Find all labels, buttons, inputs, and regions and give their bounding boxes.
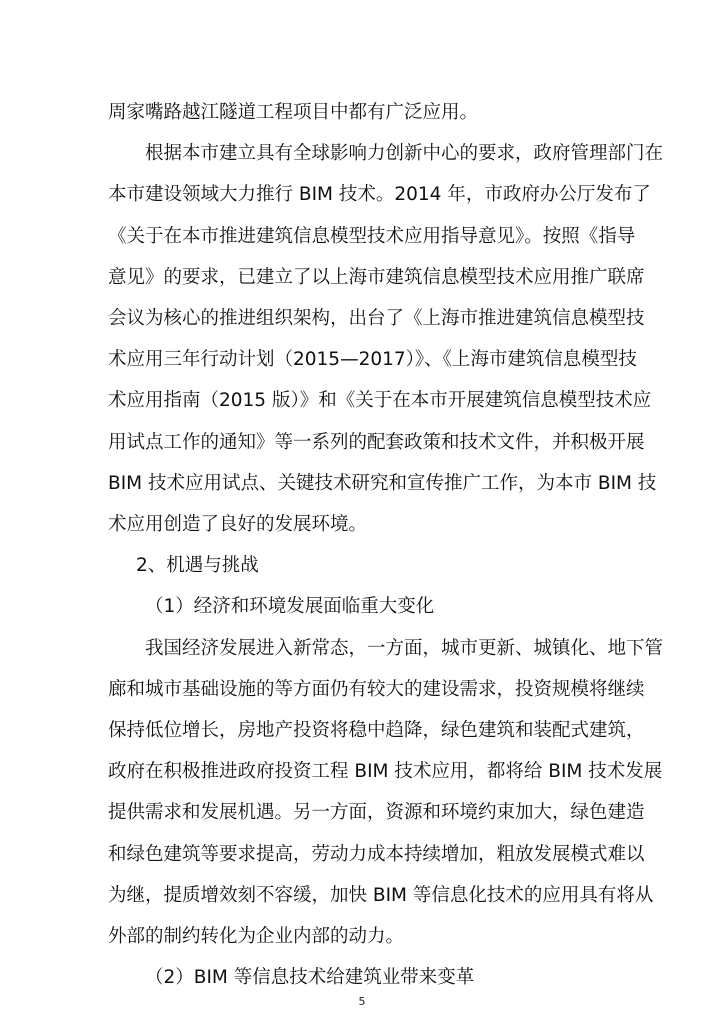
paragraph-line: 外部的制约转化为企业内部的动力。 (108, 926, 405, 947)
paragraph-line: BIM 技术应用试点、关键技术研究和宣传推广工作，为本市 BIM 技 (108, 472, 657, 494)
paragraph-line: 我国经济发展进入新常态，一方面，城市更新、城镇化、地下管 (145, 637, 664, 659)
paragraph-line: 术应用指南（2015 版）》和《关于在本市开展建筑信息模型技术应 (108, 390, 652, 412)
paragraph-line: 和绿色建筑等要求提高，劳动力成本持续增加，粗放发展模式难以 (108, 843, 645, 865)
paragraph-line: 政府在积极推进政府投资工程 BIM 技术应用，都将给 BIM 技术发展 (108, 761, 663, 783)
paragraph-line: 会议为核心的推进组织架构，出台了《上海市推进建筑信息模型技 (108, 308, 645, 329)
paragraph-line: 根据本市建立具有全球影响力创新中心的要求，政府管理部门在 (145, 143, 664, 165)
paragraph-line: 本市建设领域大力推行 BIM 技术。2014 年，市政府办公厅发布了 (108, 184, 651, 206)
paragraph-line: 廊和城市基础设施的等方面仍有较大的建设需求，投资规模将继续 (108, 678, 645, 700)
page-number: 5 (358, 995, 366, 1009)
paragraph-line: 周家嘴路越江隧道工程项目中都有广泛应用。 (108, 102, 479, 123)
subsection-heading: （2）BIM 等信息技术给建筑业带来变革 (145, 967, 475, 989)
subsection-heading: （1）经济和环境发展面临重大变化 (145, 596, 435, 618)
paragraph-line: 用试点工作的通知》等一系列的配套政策和技术文件，并积极开展 (108, 431, 645, 453)
paragraph-line: 意见》的要求，已建立了以上海市建筑信息模型技术应用推广联席 (108, 266, 645, 288)
paragraph-line: 术应用创造了良好的发展环境。 (108, 514, 368, 535)
paragraph-line: 保持低位增长，房地产投资将稳中趋降，绿色建筑和装配式建筑， (108, 720, 645, 741)
section-heading: 2、机遇与挑战 (136, 555, 259, 577)
paragraph-line: 提供需求和发展机遇。另一方面，资源和环境约束加大，绿色建造 (108, 802, 645, 824)
paragraph-line: 为继，提质增效刻不容缓，加快 BIM 等信息化技术的应用具有将从 (108, 884, 654, 906)
paragraph-line: 术应用三年行动计划（2015—2017）》、《上海市建筑信息模型技 (108, 349, 637, 371)
paragraph-line: 《关于在本市推进建筑信息模型技术应用指导意见》。按照《指导 (108, 225, 636, 247)
